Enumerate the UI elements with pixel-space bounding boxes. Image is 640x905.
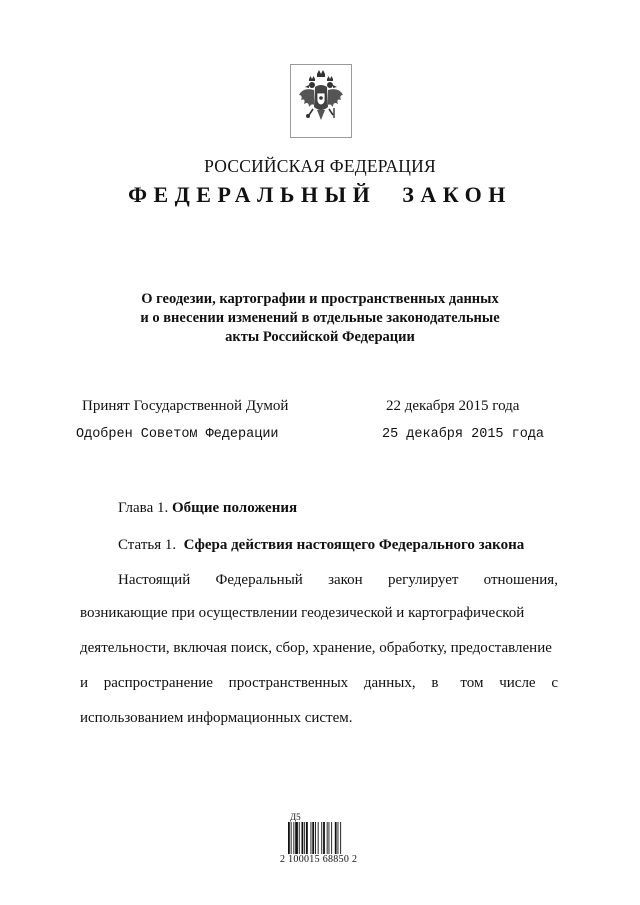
paragraph-line: возникающие при осуществлении геодезической и картографической (80, 605, 525, 621)
chapter-heading (118, 500, 297, 517)
barcode-mark: Д5 (290, 812, 301, 822)
word: закон (328, 572, 363, 588)
paragraph-line: использованием информационных систем. (80, 710, 353, 726)
word-group (431, 675, 483, 692)
word: и (80, 675, 89, 691)
paragraph-line (118, 572, 558, 589)
word: данных, (363, 675, 416, 691)
word: с (551, 675, 558, 691)
duma-adoption-label: Принят Государственной Думой (82, 398, 289, 414)
word: в (431, 675, 439, 691)
law-title-line: О геодезии, картографии и пространственных данных (141, 291, 499, 307)
document-type-heading: ФЕДЕРАЛЬНЫЙ ЗАКОН (128, 182, 512, 207)
country-heading: РОССИЙСКАЯ ФЕДЕРАЦИЯ (204, 156, 436, 176)
paragraph-line: деятельности, включая поиск, сбор, хранение, обработку, предоставление (80, 640, 552, 656)
word: том (460, 675, 484, 691)
word: отношения, (483, 572, 558, 588)
chapter-prefix: Глава 1. (118, 500, 169, 516)
chapter-title: Общие положения (171, 500, 298, 516)
article-heading (118, 537, 524, 554)
duma-adoption-date: 22 декабря 2015 года (386, 398, 520, 414)
word: пространственных (228, 675, 349, 691)
article-title: Сфера действия настоящего Федерального закона (183, 537, 525, 553)
word: распространение (103, 675, 213, 691)
word: Настоящий (118, 572, 191, 588)
law-title (0, 290, 640, 347)
emblem-frame (290, 64, 352, 138)
word: регулирует (387, 572, 459, 588)
paragraph-line (80, 675, 558, 692)
council-approval-date: 25 декабря 2015 года (382, 427, 545, 442)
word: числе (499, 675, 536, 691)
word: Федеральный (215, 572, 303, 588)
barcode-bars (288, 822, 358, 854)
barcode-number: 2 100015 68850 2 (280, 854, 358, 865)
law-title-line: акты Российской Федерации (225, 329, 415, 345)
coat-of-arms-icon (291, 65, 351, 137)
article-prefix: Статья 1. (118, 537, 177, 553)
barcode (280, 812, 380, 865)
law-title-line: и о внесении изменений в отдельные законодательные (140, 310, 500, 326)
council-approval-label: Одобрен Советом Федерации (76, 427, 279, 442)
